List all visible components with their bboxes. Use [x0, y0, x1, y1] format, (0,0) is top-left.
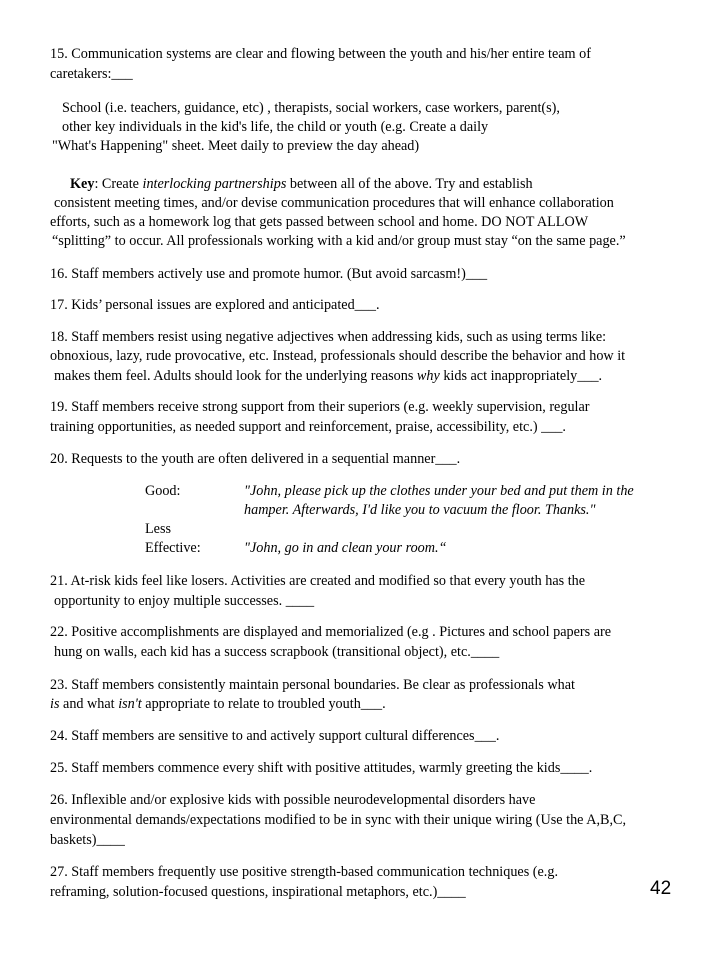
key-text-pre: : Create [94, 176, 143, 192]
item-22-line-2: hung on walls, each kid has a success scrapbook (transitional object), etc.____ [54, 644, 500, 660]
item-16: 16. Staff members actively use and promote humor. (But avoid sarcasm!)___ [50, 266, 488, 282]
item-21-line-1: 21. At-risk kids feel like losers. Activities are created and modified so that every youth has the [50, 573, 586, 589]
item-25: 25. Staff members commence every shift with positive attitudes, warmly greeting the kids____. [50, 760, 593, 776]
item-26-line-2: environmental demands/expectations modified to be in sync with their unique wiring (Use the A,B,C, [50, 812, 627, 828]
item-19-line-1: 19. Staff members receive strong support from their superiors (e.g. weekly supervision, regular [50, 399, 590, 415]
item-18-line-2: obnoxious, lazy, rude provocative, etc. Instead, professionals should describe the behavior and how it [50, 348, 626, 364]
item-23-post: appropriate to relate to troubled youth___. [141, 696, 386, 712]
item-15-sub-line-3: "What's Happening" sheet. Meet daily to preview the day ahead) [52, 138, 420, 154]
item-18-line-3-italic: why [416, 368, 440, 384]
good-example-line-1: "John, please pick up the clothes under your bed and put them in the [244, 483, 634, 499]
item-15-sub-line-2: other key individuals in the kid's life, the child or youth (e.g. Create a daily [62, 119, 489, 135]
item-27-line-1: 27. Staff members frequently use positive strength-based communication techniques (e.g. [50, 864, 558, 880]
item-23-mid: and what [59, 696, 119, 712]
item-17: 17. Kids’ personal issues are explored and anticipated___. [50, 297, 380, 313]
item-23-is: is [50, 696, 60, 712]
item-15-key-line-4: “splitting” to occur. All professionals working with a kid and/or group must stay “on the same page.” [52, 233, 626, 249]
item-24: 24. Staff members are sensitive to and actively support cultural differences___. [50, 728, 500, 744]
item-19-line-2: training opportunities, as needed support and reinforcement, praise, accessibility, etc.) ___. [50, 419, 566, 435]
item-21-line-2: opportunity to enjoy multiple successes. ____ [54, 593, 315, 609]
item-20-line-1: 20. Requests to the youth are often delivered in a sequential manner___. [50, 451, 461, 467]
item-18-line-3-post: kids act inappropriately___. [439, 368, 603, 384]
good-label: Good: [145, 483, 181, 499]
item-15-sub-line-1: School (i.e. teachers, guidance, etc) , therapists, social workers, case workers, parent(s), [62, 100, 560, 116]
less-effective-example: "John, go in and clean your room.“ [244, 540, 447, 556]
item-27-line-2: reframing, solution-focused questions, inspirational metaphors, etc.)____ [50, 884, 466, 900]
item-18-line-1: 18. Staff members resist using negative adjectives when addressing kids, such as using terms like: [50, 329, 607, 345]
item-23-line-2 [50, 695, 386, 713]
item-15-line-2: caretakers:___ [50, 66, 133, 82]
item-15-key-line-3: efforts, such as a homework log that gets passed between school and home. DO NOT ALLOW [50, 214, 589, 230]
key-label: Key [70, 176, 95, 192]
key-text-post: between all of the above. Try and establish [286, 176, 533, 192]
less-effective-label-1: Less [145, 521, 172, 537]
item-15-key-line-2: consistent meeting times, and/or devise communication procedures that will enhance collaboration [54, 195, 614, 211]
item-23-line-1: 23. Staff members consistently maintain personal boundaries. Be clear as professionals what [50, 677, 575, 693]
item-18-line-3-pre: makes them feel. Adults should look for the underlying reasons [54, 368, 417, 384]
less-effective-label-2: Effective: [145, 540, 201, 556]
item-15-key-line-1 [70, 175, 533, 193]
item-26-line-3: baskets)____ [50, 832, 125, 848]
page-number: 42 [650, 878, 672, 899]
item-23-isnt: isn't [118, 696, 142, 712]
item-26-line-1: 26. Inflexible and/or explosive kids with possible neurodevelopmental disorders have [50, 792, 536, 808]
item-15-line-1: 15. Communication systems are clear and flowing between the youth and his/her entire team of [50, 46, 591, 62]
good-example-line-2: hamper. Afterwards, I'd like you to vacuum the floor. Thanks." [244, 502, 596, 518]
key-text-italic: interlocking partnerships [142, 176, 287, 192]
item-22-line-1: 22. Positive accomplishments are displayed and memorialized (e.g . Pictures and school papers are [50, 624, 612, 640]
item-18-line-3 [54, 367, 602, 385]
